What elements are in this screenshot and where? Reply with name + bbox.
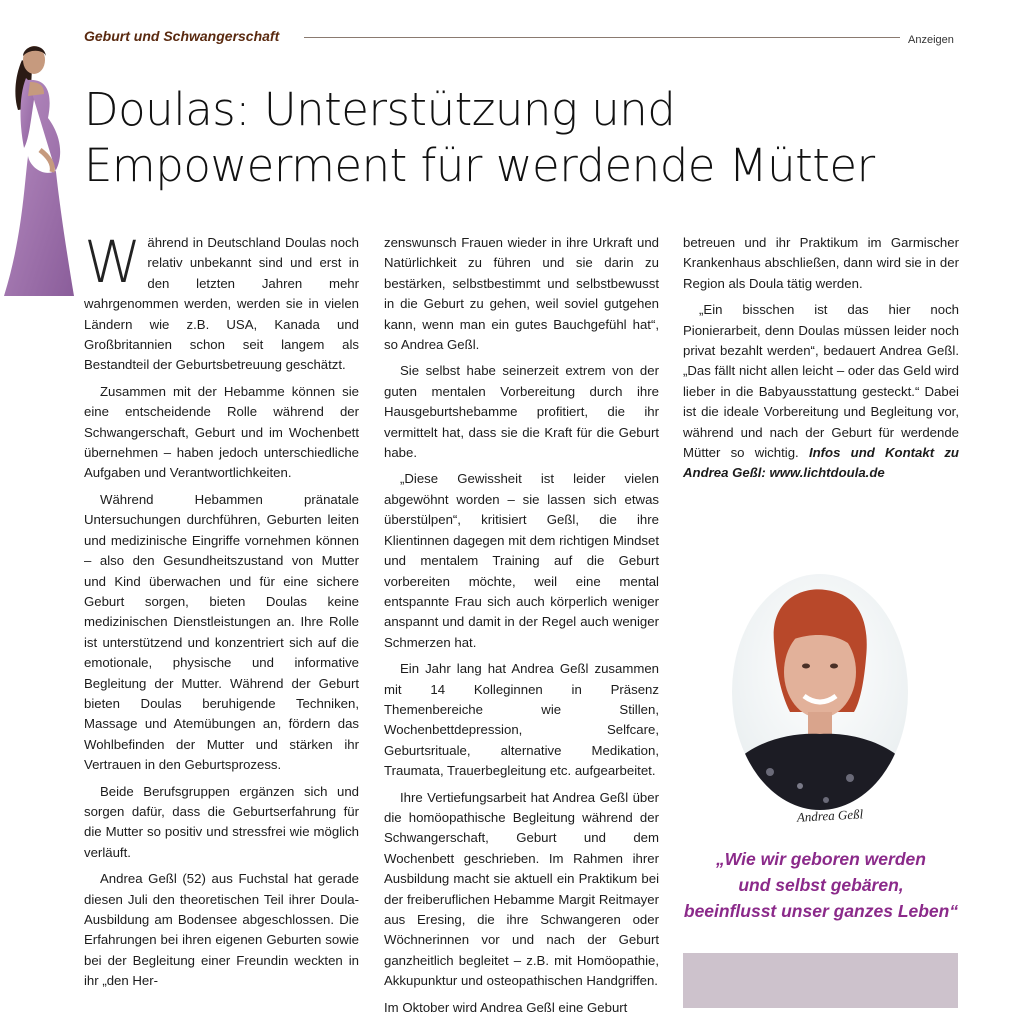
paragraph: „Diese Gewissheit ist leider vielen abgewöhnt worden – sie lassen sich etwas überstülpen“, kritisiert Geßl, die ihre Klientinnen dagegen mit dem richtigen Mindset und mentalem Training auf die Geburt vorbereiten möchte, weil eine mental entspannte Frau sich auch körperlich weniger anspannt und damit in der Regel auch weniger Schmerzen hat. — [384, 471, 659, 650]
title-line-2: Empowerment für werdende Mütter — [84, 139, 875, 192]
quote-line-2: und selbst gebären, — [738, 875, 904, 895]
paragraph: Andrea Geßl (52) aus Fuchstal hat gerade diesen Juli den theoretischen Teil ihrer Doula-Ausbildung am Bodensee abgeschlossen. Die Erfahrungen bei ihren eigenen Geburten sowie bei der Begleitung einer Freundin weckten in ihr „den Her- — [84, 871, 359, 989]
ad-box — [683, 953, 958, 1008]
section-label: Geburt und Schwangerschaft — [84, 28, 280, 44]
paragraph — [683, 300, 959, 484]
paragraph — [84, 228, 359, 376]
paragraph-text: „Ein bisschen ist das hier noch Pionierarbeit, denn Doulas müssen leider noch privat bezahlt werden“, bedauert Andrea Geßl. „Das fällt nicht allen leicht – oder das Geld wird lieber in die Babyausstattung gesteckt.“ Dabei ist die ideale Vorbereitung und Begleitung vor, während und nach der Geburt für werdende Mütter so wichtig. — [683, 302, 959, 461]
article-title — [84, 82, 984, 194]
paragraph: Zusammen mit der Hebamme können sie eine entscheidende Rolle während der Schwangerschaft, Geburt und im Wochenbett übernehmen – haben jedoch unterschiedliche Aufgaben und Verantwortlichkeiten. — [84, 383, 359, 481]
paragraph-text: ährend in Deutschland Doulas noch relativ unbekannt sind und erst in den letzten Jahren mehr wahrgenommen werden, werden sie in vielen Ländern wie z.B. USA, Kanada und Großbritannien schon seit langem als Bestandteil der Geburtsbetreuung geschätzt. — [84, 235, 359, 373]
paragraph: Ein Jahr lang hat Andrea Geßl zusammen mit 14 Kolleginnen in Präsenz Themenbereiche wie Stillen, Wochenbettdepression, Selfcare, Geburtsrituale, alternative Medikation, Traumata, Trauerbegleitung etc. aufgearbeitet. — [384, 661, 659, 779]
paragraph: Sie selbst habe seinerzeit extrem von der guten mentalen Vorbereitung durch ihre Hausgeburtshebamme profitiert, die ihr vermittelt hat, dass sie die Kraft für die Geburt habe. — [384, 363, 659, 461]
paragraph: Ihre Vertiefungsarbeit hat Andrea Geßl über die homöopathische Begleitung während der Schwangerschaft, Geburt und dem Wochenbett geschrieben. Im Rahmen ihrer Ausbildung macht sie aktuell ein Praktikum bei der freiberuflichen Hebamme Margit Reitmayer aus Eresing, die ihre Schwangeren oder Wöchnerinnen vor und nach der Geburt ganzheitlich begleitet – z.B. mit Homöopathie, Akkupunktur und osteopathischen Handgriffen. — [384, 789, 659, 989]
column-1 — [84, 228, 359, 998]
paragraph: Im Oktober wird Andrea Geßl eine Geburt — [384, 999, 628, 1015]
header-rule — [304, 37, 900, 38]
drop-cap: W — [84, 228, 142, 296]
paragraph: Während Hebammen pränatale Untersuchungen durchführen, Geburten leiten und medizinische Eingriffe vornehmen können – also den Gesundheitszustand von Mutter und Kind überwachen und für eine sichere Geburt sorgen, bieten Doulas keine medizinischen Dienstleistungen an. Ihre Rolle ist unterstützend und konzentriert sich auf die emotionale, physische und informative Begleitung der Mutter. Während der Geburt bieten Doulas beruhigende Techniken, Massage und Atemübungen an, fördern das Wohlbefinden der Mutter und stärken ihr Vertrauen in den Geburtsprozess. — [84, 491, 359, 773]
portrait-caption: Andrea Geßl — [796, 806, 864, 825]
pregnant-woman-photo — [0, 38, 80, 300]
paragraph: Beide Berufsgruppen ergänzen sich und sorgen dafür, dass die Geburtserfahrung für die Mutter so positiv und stressfrei wie möglich verläuft. — [84, 783, 359, 860]
paragraph: zenswunsch Frauen wieder in ihre Urkraft und Natürlichkeit zu führen und sie darin zu bestärken, selbstbestimmt und selbstbewusst in die Geburt zu gehen, weil soviel gutgehen kann, wenn man ein gutes Bauchgefühl hat“, so Andrea Geßl. — [384, 235, 659, 353]
ads-label: Anzeigen — [908, 34, 954, 46]
pull-quote — [683, 846, 959, 924]
column-3 — [683, 233, 959, 490]
title-line-1: Doulas: Unterstützung und — [84, 83, 676, 136]
column-2 — [384, 233, 659, 1024]
quote-line-1: „Wie wir geboren werden — [716, 849, 926, 869]
paragraph: betreuen und ihr Praktikum im Garmischer Krankenhaus abschließen, dann wird sie in der Region als Doula tätig werden. — [683, 235, 959, 291]
contact-info: Infos und Kontakt zu Andrea Geßl: www.lichtdoula.de — [683, 445, 959, 481]
quote-line-3: beeinflusst unser ganzes Leben“ — [683, 901, 959, 921]
portrait-photo — [730, 572, 910, 812]
